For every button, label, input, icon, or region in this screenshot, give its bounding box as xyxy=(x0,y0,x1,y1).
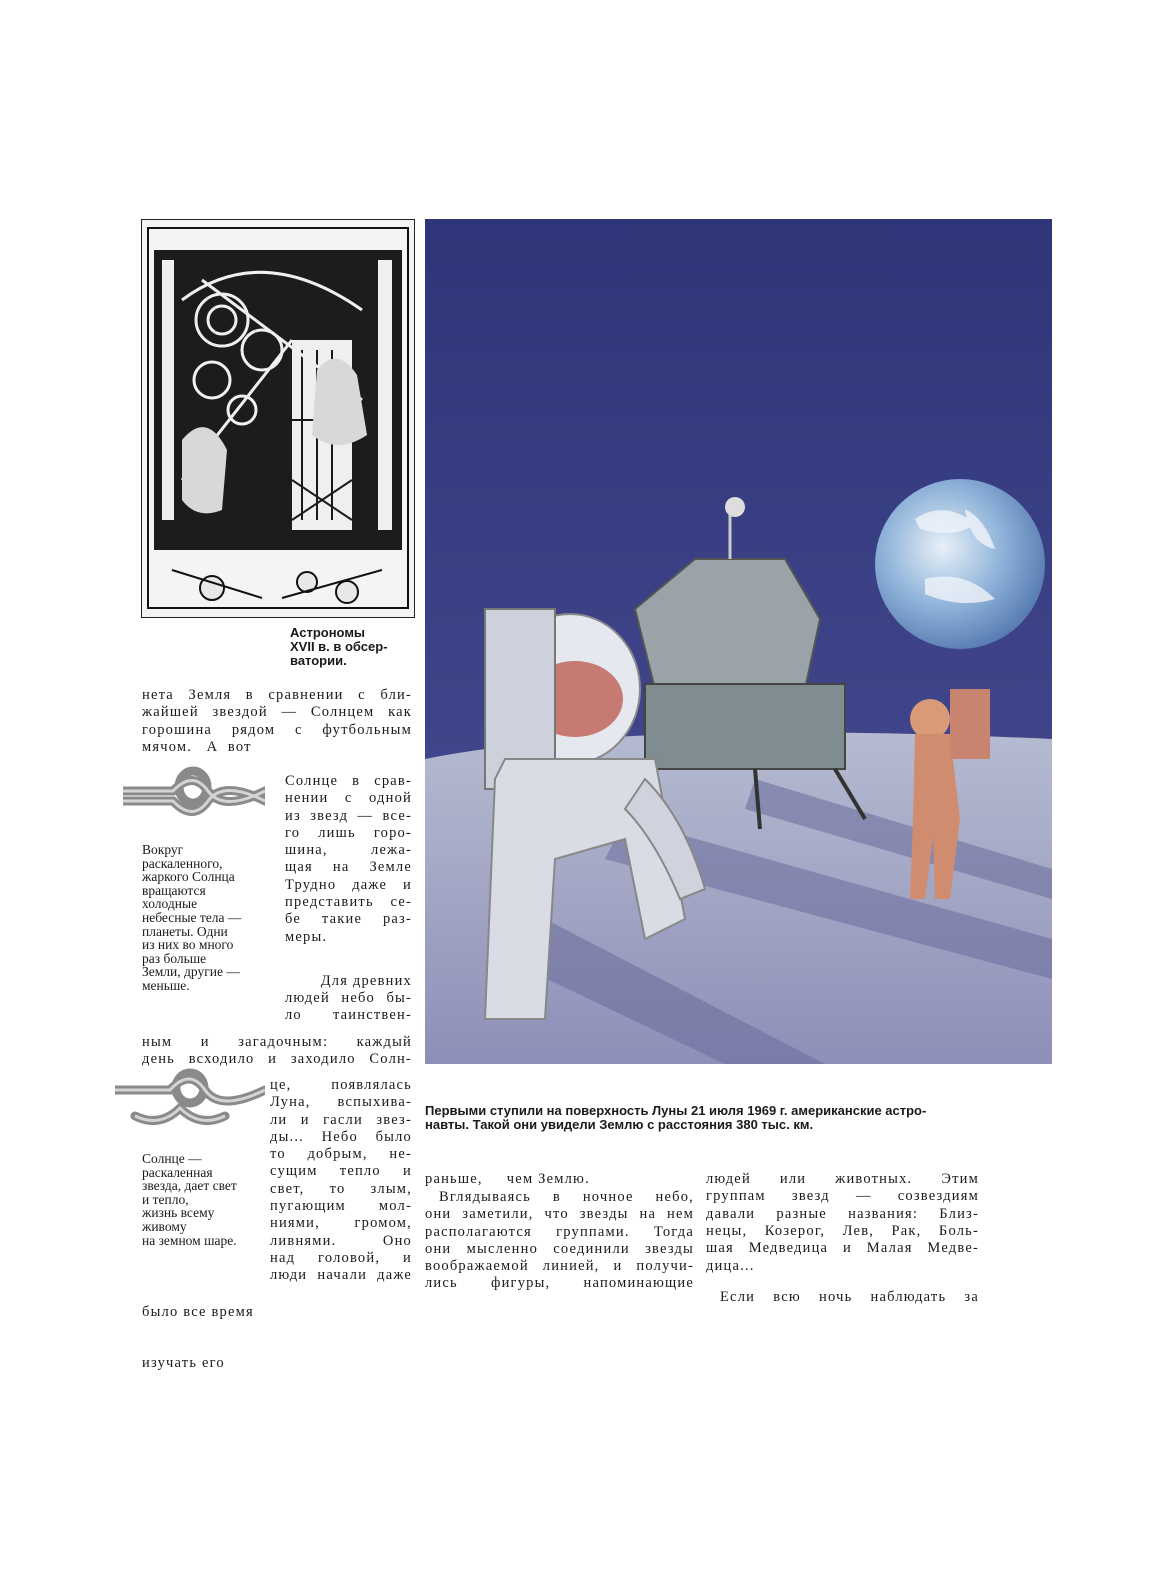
text-line: было все время xyxy=(142,1303,254,1320)
text-line: давали разные названия: Близ- xyxy=(706,1205,979,1222)
earth-icon xyxy=(875,479,1045,649)
note-line: звезда, дает свет xyxy=(142,1178,237,1194)
text-line: над головой, и xyxy=(270,1249,412,1266)
engraving-caption xyxy=(290,626,388,668)
caption-line: ватории. xyxy=(290,653,347,668)
observatory-engraving-svg xyxy=(142,220,414,617)
text-column-2c xyxy=(270,1077,412,1285)
text-column-4-last xyxy=(720,1289,979,1306)
text-line: горошина рядом с футбольным xyxy=(142,721,412,738)
text-line: то добрым, не- xyxy=(270,1146,412,1163)
text-line: ливнями. Оно xyxy=(270,1232,412,1249)
margin-note-sun xyxy=(142,1152,237,1247)
text-line: це, появлялась xyxy=(270,1077,412,1093)
note-line: Земли, другие — xyxy=(142,964,240,980)
text-line: группам звезд — созвездиям xyxy=(706,1188,979,1205)
text-line: ло таинствен- xyxy=(285,1007,412,1024)
text-wide-lines xyxy=(142,1034,412,1069)
text-line: нета Земля в сравнении с бли- xyxy=(142,687,412,703)
text-line: воображаемой линией, и получи- xyxy=(425,1258,694,1275)
text-line: раньше, чем Землю. xyxy=(425,1171,590,1187)
text-column-3 xyxy=(425,1189,694,1293)
note-line: жаркого Солнца xyxy=(142,869,235,885)
text-line: Трудно даже и xyxy=(285,876,412,893)
text-line: ды... Небо было xyxy=(270,1128,412,1145)
text-line: свет, то злым, xyxy=(270,1180,412,1197)
caption-line: XVII в. в обсер- xyxy=(290,639,388,654)
text-column-1-bottom xyxy=(142,1269,254,1390)
text-line: го лишь горо- xyxy=(285,824,412,841)
moon-landing-svg xyxy=(425,219,1052,1064)
text-line: нецы, Козерог, Лев, Рак, Боль- xyxy=(706,1222,979,1239)
text-line: шина, лежа- xyxy=(285,842,412,859)
text-line: Для древних xyxy=(320,973,412,989)
moon-landing-painting xyxy=(425,219,1052,1064)
text-line: лись фигуры, напоминающие xyxy=(425,1275,694,1292)
note-line: раскаленного, xyxy=(142,855,223,871)
text-line: день всходило и заходило Солн- xyxy=(142,1051,412,1068)
text-column-4 xyxy=(706,1171,979,1257)
note-line: на земном шаре. xyxy=(142,1232,237,1248)
text-line: они мысленно соединили звезды xyxy=(425,1240,694,1257)
note-line: Солнце — xyxy=(142,1151,202,1166)
text-line: изучать его xyxy=(142,1355,225,1372)
note-line: жизнь всему xyxy=(142,1205,215,1221)
text-line: ли и гасли звез- xyxy=(270,1111,412,1128)
text-line: Луна, вспыхива- xyxy=(270,1094,412,1111)
note-line: живому xyxy=(142,1218,187,1234)
note-line: из них во много xyxy=(142,937,234,953)
text-line: нении с одной xyxy=(285,790,412,807)
text-line: люди начали даже xyxy=(270,1267,412,1284)
text-line-top-last: мячом. А вот xyxy=(142,739,252,755)
text-line: располагаются группами. Тогда xyxy=(425,1223,694,1240)
text-line: щая на Земле xyxy=(285,859,412,876)
note-line: холодные xyxy=(142,896,198,912)
text-line: ным и загадочным: каждый xyxy=(142,1034,412,1050)
note-line: раз больше xyxy=(142,950,207,966)
text-line: Вглядываясь в ночное небо, xyxy=(439,1189,694,1205)
text-line: пугающим мол- xyxy=(270,1198,412,1215)
text-line: дица... xyxy=(706,1258,755,1274)
rope-knot-icon xyxy=(123,765,265,825)
text-line: Если всю ночь наблюдать за xyxy=(720,1289,979,1305)
note-line: небесные тела — xyxy=(142,909,242,925)
text-line: людей или животных. Этим xyxy=(706,1171,979,1187)
margin-note-planets xyxy=(142,843,241,993)
note-line: и тепло, xyxy=(142,1191,189,1207)
text-line: шая Медведица и Малая Медве- xyxy=(706,1240,979,1257)
text-line: меры. xyxy=(285,929,328,945)
note-line: раскаленная xyxy=(142,1164,213,1180)
text-line: ниями, громом, xyxy=(270,1215,412,1232)
text-column-2a xyxy=(285,773,412,929)
engraving-illustration xyxy=(141,219,415,618)
text-line: людей небо бы- xyxy=(285,990,412,1006)
note-line: меньше. xyxy=(142,977,190,993)
caption-line: Астрономы xyxy=(290,625,366,640)
caption-line: Первыми ступили на поверхность Луны 21 июля 1969 г. американские астро- xyxy=(425,1103,927,1118)
text-line: бе такие раз- xyxy=(285,911,412,928)
note-line: Вокруг xyxy=(142,842,184,857)
text-block-top xyxy=(142,687,412,739)
text-line: жайшей звездой — Солнцем как xyxy=(142,704,412,721)
note-line: планеты. Одни xyxy=(142,923,228,939)
text-line: сущим тепло и xyxy=(270,1163,412,1180)
text-line: Солнце в срав- xyxy=(285,773,412,789)
text-line: они заметили, что звезды на нем xyxy=(425,1206,694,1223)
caption-line: навты. Такой они увидели Землю с расстояния 380 тыс. км. xyxy=(425,1117,814,1132)
text-line: из звезд — все- xyxy=(285,807,412,824)
text-column-2b xyxy=(285,990,412,1025)
text-line: представить се- xyxy=(285,894,412,911)
moon-caption xyxy=(425,1104,926,1132)
rope-knot-icon xyxy=(115,1068,265,1132)
note-line: вращаются xyxy=(142,882,206,898)
